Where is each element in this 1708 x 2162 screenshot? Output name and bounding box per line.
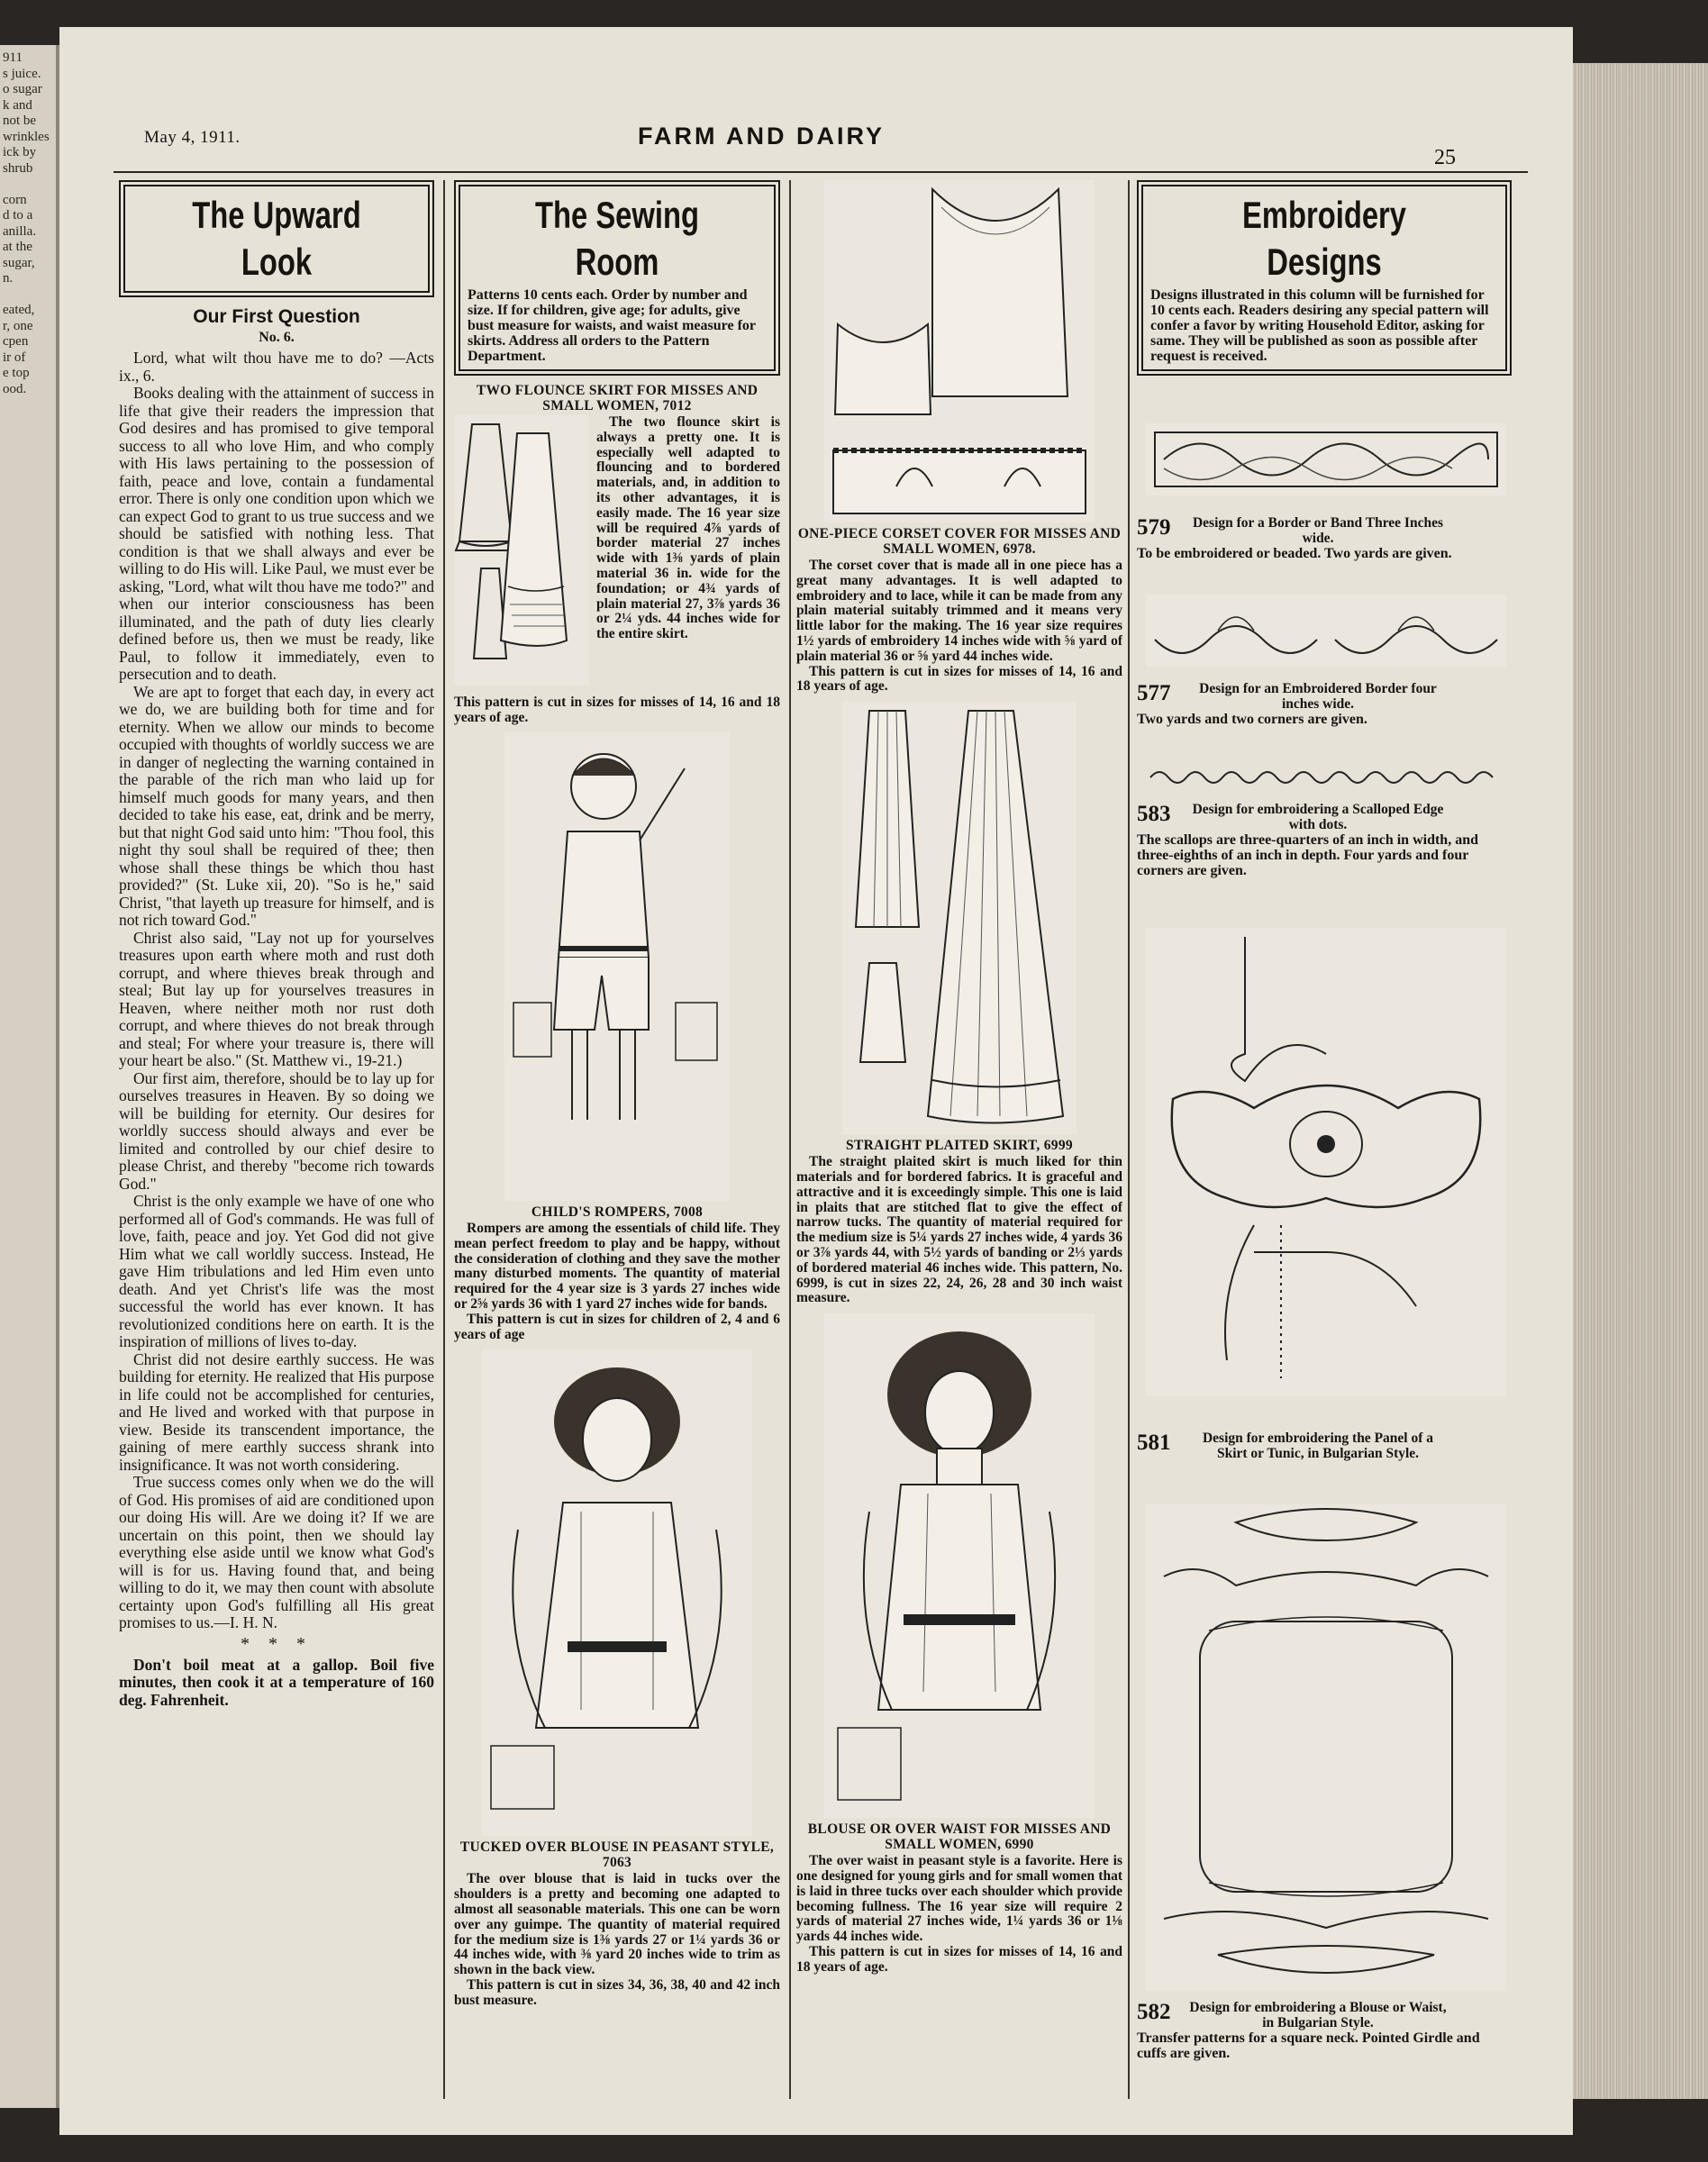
paragraph: Christ did not desire earthly success. He was building for eternity. He realized that His purpose in life could not be accomplished for centuries, and He lived and worked with that purpose in view. Beside its transcendent importance, the gaining of mere earthly success shrank into insignificance. It was not worth considering. (119, 1349, 434, 1474)
design-number: 583 (1137, 802, 1171, 826)
column-rule (443, 180, 445, 2099)
item-title: CHILD'S ROMPERS, 7008 (531, 1204, 704, 1220)
paragraph: Books dealing with the attainment of success in life that give their readers the impression that God desires and has promised to give temporal success to all who love Him, and who comply with His laws pertaining to the possession of faith, peace and love, contain a fundamental error. There is only one condition upon which we can expect God to grant to us true success and we should be satisfied with nothing less. That condition is that we shall always and ever be willing to do His will. Like Paul, we must ever be asking, "Lord, what wilt thou have me todo?" and when our interior consciousness has been illuminated, and the path of duty lies clearly defined before us, then we must be ready, like Paul, to follow it immediately, even to persecution and to death. (119, 384, 434, 683)
upward-look-heading: The Upward Look (192, 194, 361, 283)
design-description: Two yards and two corners are given. (1137, 712, 1367, 727)
column-rule (1128, 180, 1130, 2099)
corset-cover-illustration (824, 180, 1095, 522)
item-description: The over waist in peasant style is a favorite. Here is one designed for young girls and for small women that is laid in three tucks over each shoulder which provide becoming fullness. The 16 year size will require 2 yards of material 27 inches wide, 1¼ yards 36 or 1⅛ yards 44 inches wide. This pattern is cut in sizes for misses of 14, 16 and 18 years of age. (796, 1853, 1122, 1975)
design-title: Design for a Border or Band Three Inches wide. (1192, 515, 1444, 546)
embroidery-item-582 (1137, 2000, 1512, 2061)
embroidery-column (1137, 180, 1512, 2072)
upward-look-column (119, 180, 434, 2072)
design-title: Design for embroidering a Blouse or Waist, in Bulgarian Style. (1189, 2000, 1447, 2030)
upward-look-headbox (119, 180, 434, 297)
section-separator: * * * (241, 1633, 313, 1654)
sewing-room-intro: Patterns 10 cents each. Order by number and size. If for children, give age; for adults, give bust measure for waists, and waist measure for skirts. Address all orders to the Pattern Department. (468, 287, 756, 364)
embroidery-item-581 (1137, 1431, 1512, 1461)
embroidery-headbox (1137, 180, 1512, 376)
item-title: ONE-PIECE CORSET COVER FOR MISSES AND SMALL WOMEN, 6978. (797, 526, 1122, 557)
paragraph: Christ is the only example we have of one who performed all of God's commands. He was full of love, faith, peace and joy. Yet God did not give Him what we call worldly success. Instead, He gave Him tribulations and led Him even unto death. And yet Christ's life was the most successful the world has ever known. It has revolutionized conditions here on earth. It is the inspiration of millions of lives to-day. (119, 1192, 434, 1350)
blouse-design-582 (1146, 1504, 1506, 1991)
item-description: Rompers are among the essentials of child life. They mean perfect freedom to play and be happy, without the consideration of clothing and they save the mother many disturbed moments. The quantity of material required for the 4 year size is 3 yards 27 inches wide or 2⅝ yards 36 with 1 yard 27 inches wide for bands. This pattern is cut in sizes for children of 2, 4 and 6 years of age (454, 1221, 780, 1342)
paragraph: True success comes only when we do the will of God. His promises of aid are conditioned upon our doing His will. Are we doing it? If we are uncertain on this point, then we should lay everything else aside until we know what God's will is for us. Having found that, and being willing to do it, we may then count with absolute certainty upon God's fulfilling all His great promises to us.—I. H. N. (119, 1473, 434, 1631)
previous-page-edge (0, 45, 59, 2108)
item-description: The straight plaited skirt is much liked for thin materials and for bordered fabrics. It is graceful and attractive and it is exceedingly simple. This one is laid in plaits that are stitched flat to give the effect of narrow tucks. The quantity of material required for the medium size is 5¼ yards 27 inches wide, 4 yards 36 or 3⅞ yards 44, with 5½ yards of banding or 2⅓ yards of bordered material 46 inches wide. This pattern, No. 6999, is cut in sizes 22, 24, 26, 28 and 30 inch waist measure. (796, 1154, 1122, 1306)
border-design-579 (1146, 423, 1506, 495)
design-number: 581 (1137, 1431, 1171, 1455)
paragraph: Christ also said, "Lay not up for yourselves treasures upon earth where moth and rust doth corrupt, and where thieves break through and steal; But lay up for yourselves treasures in Heaven, where neither moth nor rust doth corrupt, and where thieves do not break through and steal; For where your treasure is, there will your heart be also." (St. Matthew vi., 19-21.) (119, 928, 434, 1069)
sewing-room-column-left (454, 180, 780, 2072)
flounce-skirt-block (454, 415, 780, 695)
design-title: Design for an Embroidered Border four inches wide. (1199, 681, 1437, 712)
design-number: 582 (1137, 2000, 1171, 2024)
item-description: The corset cover that is made all in one piece has a great many advantages. It is well adapted to embroidery and to lace, while it can be made from any plain material suitably trimmed and it means very little labor for the making. The 16 year size requires 1½ yards of embroidery 14 inches wide with ⅝ yard of plain material 36 or ⅝ yard 44 inches wide. This pattern is cut in sizes for misses of 14, 16 and 18 years of age. (796, 558, 1122, 695)
header-rule (114, 171, 1528, 173)
design-title: Design for embroidering the Panel of a Skirt or Tunic, in Bulgarian Style. (1202, 1431, 1433, 1461)
flounce-skirt-illustration (454, 415, 589, 686)
design-description: The scallops are three-quarters of an inch in width, and three-eighths of an inch in depth. Four yards and four corners are given. (1137, 832, 1478, 878)
border-design-577 (1146, 595, 1506, 667)
design-number: 577 (1137, 681, 1171, 705)
design-title: Design for embroidering a Scalloped Edge with dots. (1192, 802, 1444, 832)
design-number: 579 (1137, 515, 1171, 540)
tucked-blouse-illustration (482, 1349, 752, 1836)
embroidery-heading: Embroidery Designs (1241, 194, 1407, 283)
tip-text: Don't boil meat at a gallop. Boil five minutes, then cook it at a temperature of 160 deg. Fahrenheit. (119, 1655, 434, 1709)
issue-date: May 4, 1911. (144, 128, 241, 147)
upward-look-subtitle: Our First Question (193, 306, 360, 327)
item-sizes: This pattern is cut in sizes for misses of 14, 16 and 18 years of age. (454, 695, 780, 725)
sewing-room-headbox (454, 180, 780, 376)
over-waist-illustration (824, 1313, 1095, 1818)
book-page-edges (1573, 63, 1708, 2099)
item-title: BLOUSE OR OVER WAIST FOR MISSES AND SMALL WOMEN, 6990 (807, 1821, 1112, 1853)
sewing-room-column-right (796, 180, 1122, 2072)
paragraph: Lord, what wilt thou have me to do? —Acts ix., 6. (119, 349, 434, 385)
upward-look-number: No. 6. (259, 330, 295, 345)
embroidery-item-583 (1137, 802, 1512, 878)
cooking-tip (119, 1657, 434, 1710)
design-description: To be embroidered or beaded. Two yards are given. (1137, 546, 1452, 561)
previous-page-fragment: 911 s juice. o sugar k and not be wrinkles ick by shrub corn d to a anilla. at the sugar, n. eated, r, one cpen ir of e top ood. (3, 50, 50, 396)
paragraph: Our first aim, therefore, should be to lay up for ourselves treasures in Heaven. By so doing we will be building for eternity. Our desires for worldly success should always and ever be limited and controlled by our chief desire to please Christ, and thereby "become rich towards God." (119, 1068, 434, 1193)
page-number: 25 (1434, 146, 1456, 169)
masthead: FARM AND DAIRY (638, 123, 885, 150)
design-description: Transfer patterns for a square neck. Pointed Girdle and cuffs are given. (1137, 2030, 1480, 2061)
item-title: STRAIGHT PLAITED SKIRT, 6999 (846, 1138, 1073, 1154)
item-description: The two flounce skirt is always a pretty one. It is especially well adapted to flouncing and to bordered materials, and, in addition to its other advantages, it is easily made. The 16 year size will be required 4⅞ yards of border material 27 inches wide with 1⅜ yards of plain material 36 in. wide for the foundation; or 4¾ yards of plain material 27, 3⅞ yards 36 or 2¼ yds. 44 inches wide for the entire skirt. (596, 414, 780, 642)
embroidery-intro: Designs illustrated in this column will be furnished for 10 cents each. Readers desiring any special pattern will confer a favor by writing Household Editor, asking for same. They will be published as soon as possible after request is received. (1150, 287, 1489, 364)
scalloped-edge-design-583 (1146, 764, 1506, 791)
column-rule (789, 180, 791, 2099)
item-description: The over blouse that is laid in tucks over the shoulders is a pretty and becoming one adapted to almost all seasonable materials. This one can be worn over any guimpe. The quantity of material required for the medium size is 1⅜ yards 27 or 1¼ yards 36 or 44 inches wide, with ⅜ yard 20 inches wide to trim as shown in the back view. This pattern is cut in sizes 34, 36, 38, 40 and 42 inch bust measure. (454, 1871, 780, 2008)
plaited-skirt-illustration (842, 702, 1077, 1134)
newspaper-page (59, 27, 1573, 2135)
item-title: TUCKED OVER BLOUSE IN PEASANT STYLE, 7063 (459, 1840, 775, 1871)
panel-design-581 (1146, 928, 1506, 1396)
upward-look-body (119, 350, 434, 1632)
item-title: TWO FLOUNCE SKIRT FOR MISSES AND SMALL WOMEN, 7012 (476, 383, 759, 413)
sewing-room-heading: The Sewing Room (534, 194, 700, 283)
paragraph: We are apt to forget that each day, in every act we do, we are building both for time and for eternity. When we allow our minds to become occupied with thoughts of worldly success we are in danger of neglecting the warning contained in the parable of the rich man who laid up for himself much goods for many years, and then decided to take his ease, eat, drink and be merry, but that night God said unto him: "Thou fool, this night thy soul shall be required of thee; then whose shall these things be which thou hast provided?" (St. Luke xii, 20). "So is he," said Christ, "that layeth up treasure for himself, and is not rich toward God." (119, 682, 434, 929)
embroidery-item-579 (1137, 515, 1512, 561)
embroidery-item-577 (1137, 681, 1512, 727)
child-rompers-illustration (504, 732, 730, 1201)
